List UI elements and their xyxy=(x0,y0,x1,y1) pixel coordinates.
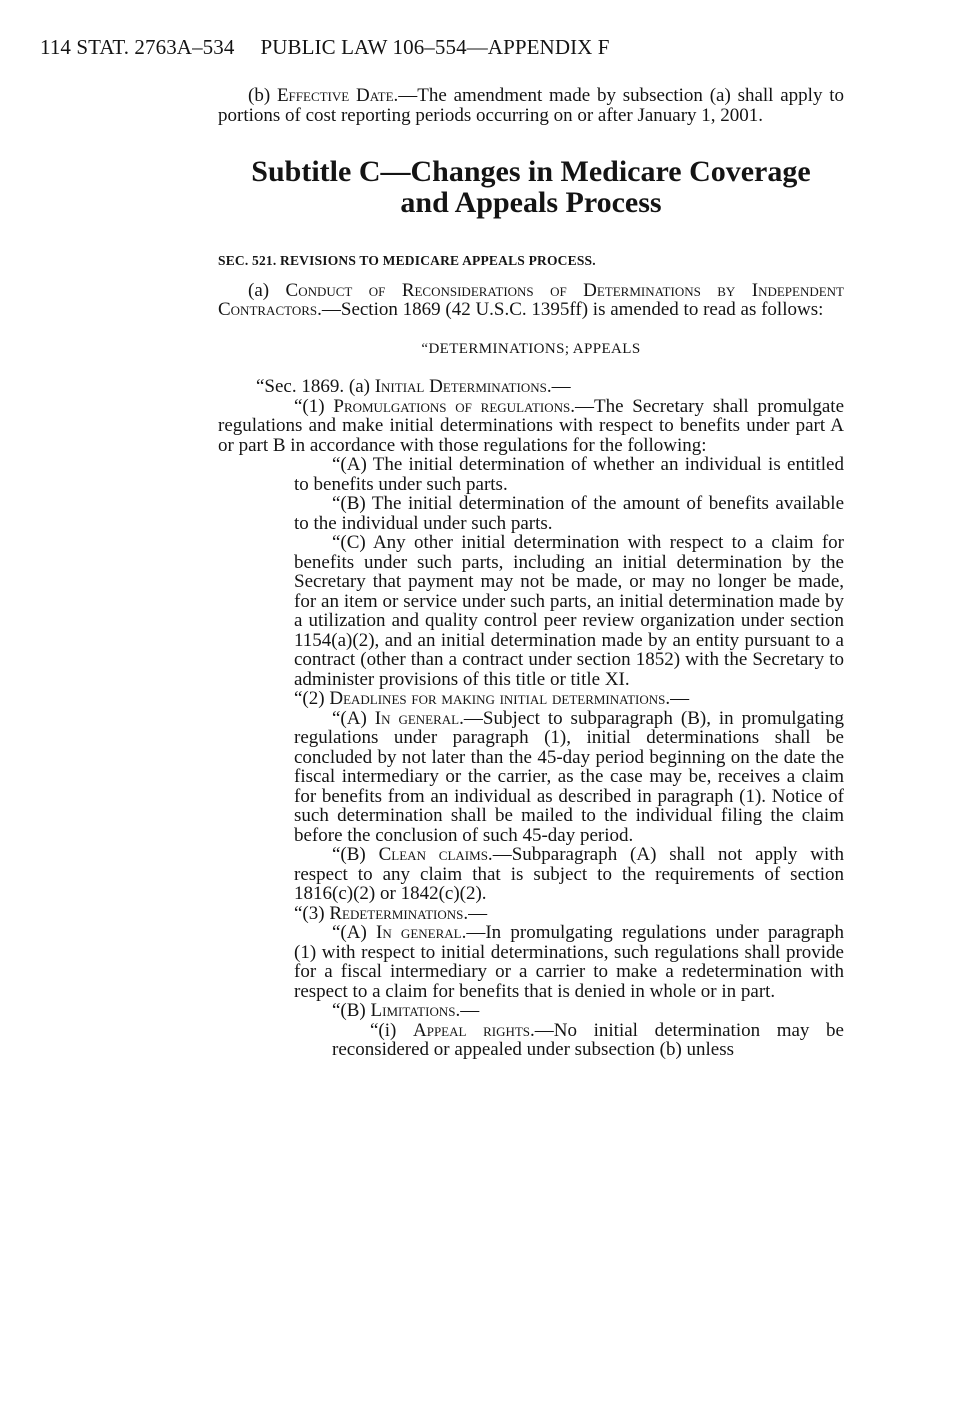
paragraph-1-item-A: “(A) The initial determination of whether an individual is entitled to benefits under such parts. xyxy=(294,454,844,495)
paragraph-3-A: “(A) In general.—In promulgating regulations under paragraph (1) with respect to initial determinations, such regulations shall provide for a fiscal intermediary or a carrier to make a redetermination with respect to a claim for benefits that is denied in whole or in part. xyxy=(294,922,844,1002)
document-body xyxy=(218,86,844,1060)
running-header xyxy=(40,34,880,60)
paragraph-3-heading: “(3) Redeterminations.— xyxy=(294,902,488,924)
sec-1869-heading: “Sec. 1869. (a) Initial Determinations.— xyxy=(256,376,571,397)
paragraph-1-item-B: “(B) The initial determination of the amount of benefits available to the individual under such parts. xyxy=(294,493,844,534)
paragraph-3-B-i: “(i) Appeal rights.—No initial determination may be reconsidered or appealed under subsection (b) unless xyxy=(332,1019,844,1060)
paragraph-1: “(1) Promulgations of regulations.—The Secretary shall promulgate regulations and make initial determinations with respect to benefits under part A or part B in accordance with those regulations for the following: xyxy=(218,395,845,456)
page-number: 114 STAT. 2763A–534 xyxy=(40,35,235,59)
effective-date-paragraph: (b) Effective Date.—The amendment made by subsection (a) shall apply to portions of cost reporting periods occurring on or after January 1, 2001. xyxy=(218,85,845,126)
paragraph-3-B-heading: “(B) Limitations.— xyxy=(332,1000,480,1021)
paragraph-2-B: “(B) Clean claims.—Subparagraph (A) shall not apply with respect to any claim that is subject to the requirements of section 1816(c)(2) or 1842(c)(2). xyxy=(294,844,845,904)
paragraph-1-item-C: “(C) Any other initial determination with respect to a claim for benefits under such parts, including an initial determination by the Secretary that payment may not be made, or may no longer be made, for an item or service under such parts, an initial determination made by a utilization and quality control peer review organization under section 1154(a)(2), and an initial determination made by an entity pursuant to a contract (other than a contract under section 1852) with the Secretary to administer provisions of this title or title XI. xyxy=(294,532,844,690)
law-title: PUBLIC LAW 106–554—APPENDIX F xyxy=(260,35,610,59)
section-heading: SEC. 521. REVISIONS TO MEDICARE APPEALS PROCESS. xyxy=(218,253,596,268)
quoted-section-heading: “DETERMINATIONS; APPEALS xyxy=(421,340,641,357)
subsection-a-paragraph: (a) Conduct of Reconsiderations of Determinations by Independent Contractors.—Section 1869 (42 U.S.C. 1395ff) is amended to read as follows: xyxy=(218,279,844,320)
paragraph-2-heading: “(2) Deadlines for making initial determinations.— xyxy=(294,688,690,709)
paragraph-2-A: “(A) In general.—Subject to subparagraph (B), in promulgating regulations under paragraph (1), initial determinations shall be concluded by not later than the 45-day period beginning on the date the fiscal intermediary or the carrier, as the case may be, receives a claim for benefits from an individual as described in paragraph (1). Notice of such determination shall be mailed to the individual filing the claim before the conclusion of such 45-day period. xyxy=(294,707,845,846)
subtitle-heading: Subtitle C—Changes in Medicare Coverage and Appeals Process xyxy=(251,155,811,219)
